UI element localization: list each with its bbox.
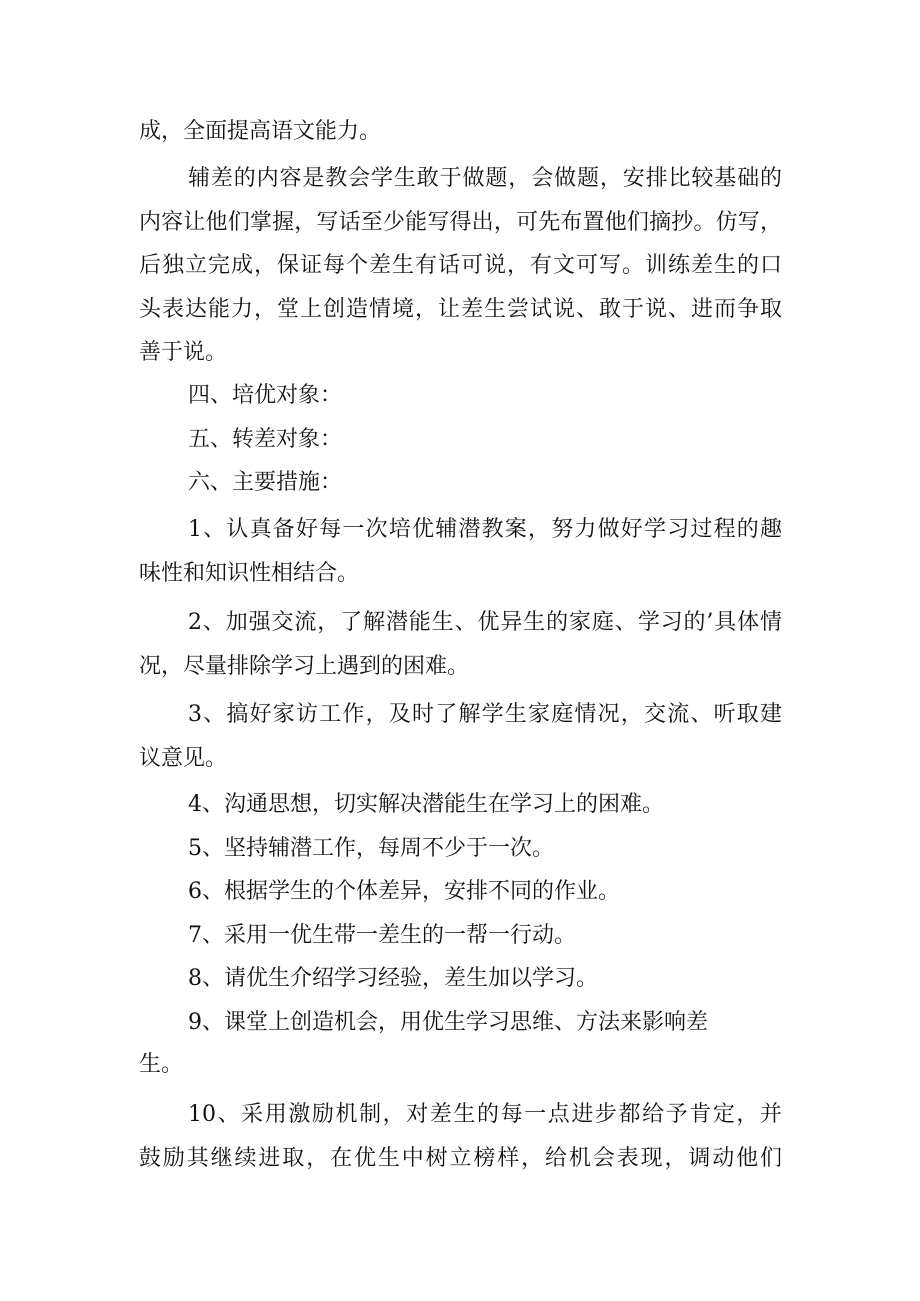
text-line: 头表达能力，堂上创造情境，让差生尝试说、敢于说、进而争取 [139,296,782,322]
section-heading-gifted-students [188,374,342,418]
paragraph-tutoring-content [139,157,782,375]
measure-item-3 [139,693,782,780]
measure-item-9 [139,1001,708,1085]
text-line: 1、认真备好每一次培优辅潜教案，努力做好学习过程的趣 [188,517,782,542]
measure-item-8 [188,957,598,1001]
section-heading-main-measures [188,461,342,505]
text-line: 8、请优生介绍学习经验，差生加以学习。 [188,966,598,991]
text-line: 4、沟通思想，切实解决潜能生在学习上的困难。 [188,792,664,817]
measure-item-4 [188,783,664,827]
text-line: 议意见。 [139,745,228,771]
measure-item-7 [188,914,576,958]
measure-item-1 [139,508,782,595]
text-line: 况，尽量排除学习上遇到的困难。 [139,653,470,679]
text-line: 鼓励其继续进取，在优生中树立榜样，给机会表现，调动他们 [139,1145,782,1171]
measure-item-2 [139,601,782,688]
text-line: 6、根据学生的个体差异，安排不同的作业。 [188,879,620,904]
text-line: 辅差的内容是教会学生敢于做题，会做题，安排比较基础的 [188,166,782,191]
text-line: 9、课堂上创造机会，用优生学习思维、方法来影响差 [188,1010,708,1035]
text-line: 六、主要措施： [188,470,343,495]
measure-item-5 [188,827,554,871]
text-line: 2、加强交流，了解潜能生、优异生的家庭、学习的’具体情 [188,610,782,635]
text-line: 善于说。 [139,340,228,365]
text-line: 7、采用一优生带一差生的一帮一行动。 [188,923,576,948]
text-line: 后独立完成，保证每个差生有话可说，有文可写。训练差生的口 [139,253,782,278]
measure-item-6 [188,870,620,914]
text-line: 10、采用激励机制，对差生的每一点进步都给予肯定，并 [188,1102,782,1127]
section-heading-struggling-students [188,418,342,462]
text-line: 生。 [139,1051,184,1077]
paragraph-continuation [139,110,381,154]
text-line: 成，全面提高语文能力。 [139,119,382,144]
text-line: 味性和知识性相结合。 [139,560,360,586]
text-line: 内容让他们掌握，写话至少能写得出，可先布置他们摘抄。仿写， [139,209,782,235]
text-line: 3、搞好家访工作，及时了解学生家庭情况，交流、听取建 [188,702,782,727]
text-line: 5、坚持辅潜工作，每周不少于一次。 [188,836,554,861]
measure-item-10 [139,1093,782,1180]
text-line: 四、培优对象： [188,383,343,408]
text-line: 五、转差对象： [188,427,343,452]
